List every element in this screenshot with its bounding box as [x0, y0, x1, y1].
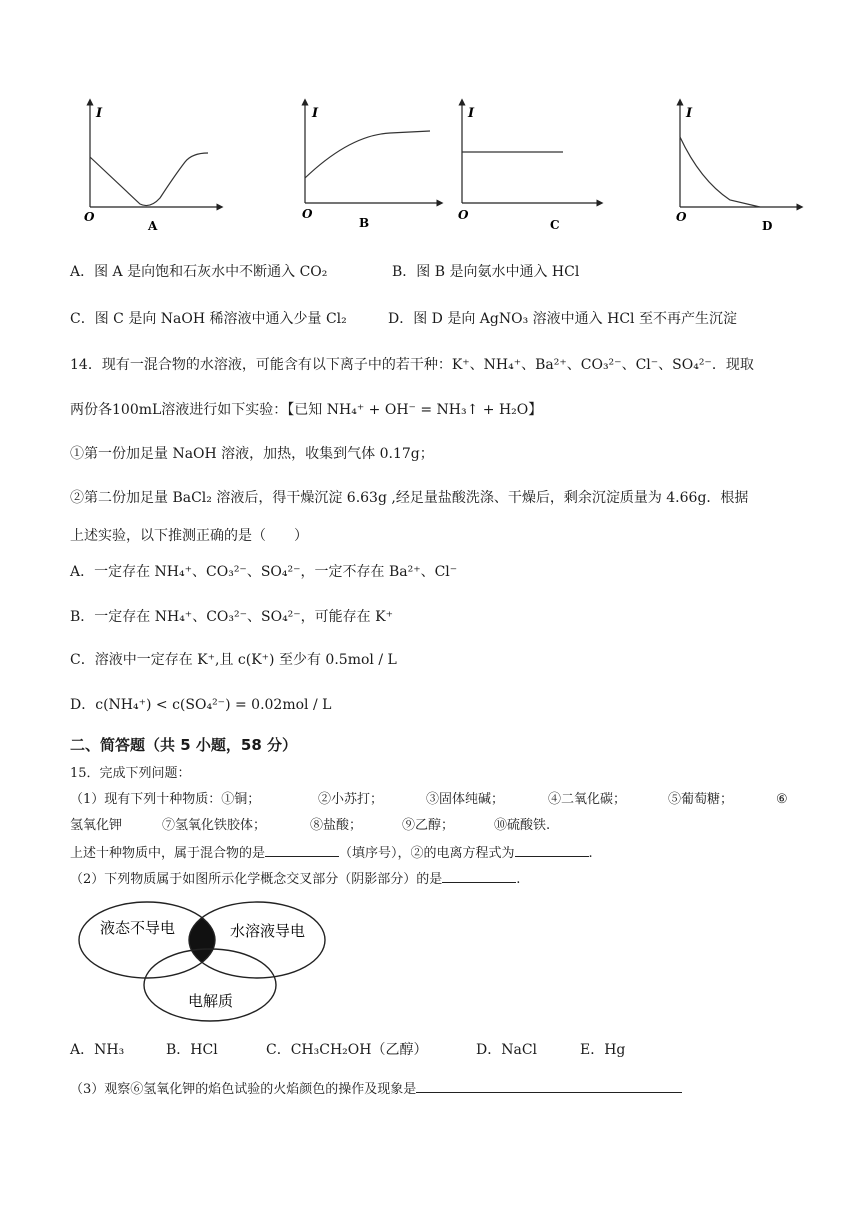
q15-item-6-name: 氢氧化钾	[70, 818, 123, 833]
graphs-row	[0, 0, 860, 240]
venn-bottom-label: 电解质	[188, 992, 234, 1010]
q15-option-c: C．CH₃CH₂OH（乙醇）	[266, 1042, 428, 1058]
q15-item-10: ⑩硫酸铁.	[494, 818, 551, 833]
q13-option-c: C．图 C 是向 NaOH 稀溶液中通入少量 Cl₂	[70, 311, 347, 327]
graph-b	[302, 102, 440, 230]
graph-c	[458, 102, 600, 232]
graph-d-origin: O	[676, 210, 687, 224]
graph-c-y-label: I	[468, 106, 475, 121]
q15-p3	[70, 1078, 682, 1100]
q15-item-6-number: ⑥	[776, 792, 788, 807]
graph-a	[84, 102, 220, 233]
q15-p2-end: .	[516, 872, 521, 887]
q14-option-c: C．溶液中一定存在 K⁺,且 c(K⁺) 至少有 0.5mol / L	[70, 652, 397, 668]
graph-b-origin: O	[302, 207, 313, 221]
q15-blank-flame[interactable]	[416, 1078, 682, 1093]
q15-option-b: B．HCl	[166, 1042, 218, 1058]
venn-right-label: 水溶液导电	[230, 922, 306, 940]
graph-d	[676, 102, 800, 233]
venn-diagram	[70, 895, 350, 1030]
graph-a-origin: O	[84, 210, 95, 224]
q13-option-d: D．图 D 是向 AgNO₃ 溶液中通入 HCl 至不再产生沉淀	[388, 311, 737, 327]
q15-blank-mixtures[interactable]	[265, 842, 339, 857]
q15-p3-text: （3）观察⑥氢氧化钾的焰色试验的火焰颜色的操作及现象是	[70, 1082, 417, 1097]
q14-option-d: D．c(NH₄⁺) < c(SO₄²⁻) = 0.02mol / L	[70, 697, 332, 713]
q15-item-7: ⑦氢氧化铁胶体；	[162, 818, 267, 833]
q14-exp2-line2: 上述实验，以下推测正确的是（ ）	[70, 528, 308, 544]
q15-item-3: ③固体纯碱；	[426, 792, 505, 807]
graph-d-label: D	[762, 219, 773, 233]
q15-p1-end: .	[588, 846, 593, 861]
q15-p2	[70, 868, 520, 890]
q15-option-d: D．NaCl	[476, 1042, 538, 1058]
section2-heading: 二、简答题（共 5 小题，58 分）	[70, 736, 297, 754]
q15-item-9: ⑨乙醇；	[402, 818, 455, 833]
graph-c-origin: O	[458, 208, 469, 222]
q15-p1-text1: 上述十种物质中，属于混合物的是	[70, 846, 266, 861]
venn-left-label: 液态不导电	[100, 919, 176, 937]
q14-option-b: B．一定存在 NH₄⁺、CO₃²⁻、SO₄²⁻，可能存在 K⁺	[70, 609, 393, 625]
q15-p1-line2	[70, 816, 792, 836]
q14-stem-line1: 14．现有一混合物的水溶液，可能含有以下离子中的若干种：K⁺、NH₄⁺、Ba²⁺、CO₃²⁻、Cl⁻、SO₄²⁻．现取	[70, 357, 754, 373]
graph-b-label: B	[359, 216, 370, 230]
q15-p1-text2: （填序号），②的电离方程式为	[339, 846, 515, 861]
q15-option-e: E．Hg	[580, 1042, 626, 1058]
q14-exp1: ①第一份加足量 NaOH 溶液，加热，收集到气体 0.17g；	[70, 446, 434, 462]
graph-a-label: A	[148, 219, 158, 233]
q13-option-b: B．图 B 是向氨水中通入 HCl	[392, 264, 580, 280]
graph-d-y-label: I	[686, 106, 693, 121]
graph-a-curve	[90, 153, 208, 206]
q15-title: 15．完成下列问题：	[70, 766, 191, 781]
q15-item-8: ⑧盐酸；	[310, 818, 363, 833]
q15-item-1: （1）现有下列十种物质：①铜；	[70, 792, 261, 807]
venn-bottom-circle	[144, 949, 276, 1021]
q15-item-2: ②小苏打；	[318, 792, 384, 807]
q15-blank-ionization[interactable]	[515, 842, 589, 857]
graph-d-curve	[680, 137, 760, 207]
q15-p1-line1	[70, 790, 792, 810]
graph-a-y-label: I	[96, 106, 103, 121]
q15-p2-text: （2）下列物质属于如图所示化学概念交叉部分（阴影部分）的是	[70, 872, 443, 887]
q14-exp2-line1: ②第二份加足量 BaCl₂ 溶液后，得干燥沉淀 6.63g ,经足量盐酸洗涤、干燥后，剩余沉淀质量为 4.66g．根据	[70, 490, 749, 506]
q15-item-4: ④二氧化碳；	[548, 792, 627, 807]
q14-stem-line2: 两份各100mL溶液进行如下实验：【已知 NH₄⁺ + OH⁻ = NH₃↑ + H₂O】	[70, 402, 543, 418]
q15-p1-line3	[70, 842, 593, 864]
q15-blank-venn[interactable]	[442, 868, 516, 883]
q15-item-5: ⑤葡萄糖；	[668, 792, 734, 807]
graph-b-y-label: I	[312, 106, 319, 121]
q15-option-a: A．NH₃	[70, 1042, 125, 1058]
q14-option-a: A．一定存在 NH₄⁺、CO₃²⁻、SO₄²⁻，一定不存在 Ba²⁺、Cl⁻	[70, 564, 458, 580]
graph-c-label: C	[550, 218, 560, 232]
q13-option-a: A．图 A 是向饱和石灰水中不断通入 CO₂	[70, 264, 328, 280]
graph-b-curve	[305, 131, 430, 178]
